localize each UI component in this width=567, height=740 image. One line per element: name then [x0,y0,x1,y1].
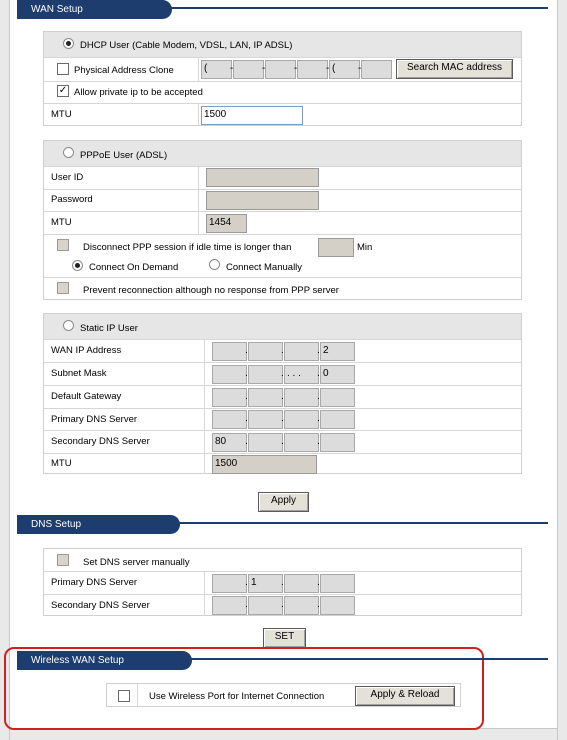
dhcp-mtu-label: MTU [51,109,72,120]
dns-secondary-row: Secondary DNS Server . . . [44,594,521,616]
mac-field-5[interactable]: ( [329,60,360,79]
pppoe-idle-row [44,234,521,278]
idle-time-unit: Min [357,242,373,253]
disconnect-idle-checkbox[interactable] [57,239,69,251]
static-ip-user-label: Static IP User [80,323,138,334]
pppoe-mtu-row [44,211,521,235]
dns-manual-label: Set DNS server manually [83,557,190,568]
dns-manual-checkbox[interactable] [57,554,69,566]
prevent-reconnection-row [44,277,521,300]
static-mtu-label: MTU [51,458,72,469]
static-ip-table [43,313,522,474]
static-primary-dns-octet-3[interactable] [284,410,319,429]
default-gateway-octet-4[interactable] [320,388,355,407]
static-secondary-dns-label: Secondary DNS Server [51,436,150,447]
dns-secondary-label: Secondary DNS Server [51,600,150,611]
mac-field-3[interactable] [265,60,296,79]
pppoe-mtu-label: MTU [51,217,72,228]
prevent-reconnection-checkbox[interactable] [57,282,69,294]
allow-private-ip-checkbox[interactable]: ✓ [58,85,68,96]
dhcp-user-radio[interactable] [63,38,74,49]
page-frame-left [0,0,10,740]
static-primary-dns-label: Primary DNS Server [51,414,138,425]
dns-secondary-octet-1[interactable] [212,596,247,615]
allow-private-ip-label: Allow private ip to be accepted [74,87,203,98]
dns-secondary-octet-2[interactable] [248,596,283,615]
default-gateway-octet-3[interactable] [284,388,319,407]
subnet-mask-octet-1[interactable] [212,365,247,384]
wireless-wan-header-line [185,658,548,660]
pppoe-user-label: PPPoE User (ADSL) [80,150,168,161]
use-wireless-port-checkbox[interactable] [118,690,130,702]
static-secondary-dns-octet-4[interactable] [320,433,355,452]
subnet-mask-octet-3[interactable]: . . . [284,365,319,384]
dhcp-header-row [44,32,521,58]
default-gateway-octet-2[interactable] [248,388,283,407]
physical-address-row: Physical Address Clone ( - - - - ( - Search MAC address [44,57,521,82]
pppoe-password-input[interactable] [206,191,319,210]
dns-table [43,548,522,616]
wan-ip-octet-4[interactable]: 2 [320,342,355,361]
dhcp-mtu-row [44,103,521,126]
mac-field-6[interactable] [361,60,392,79]
wan-ip-octet-3[interactable] [284,342,319,361]
wan-ip-row: WAN IP Address . . . 2 [44,339,521,363]
connect-on-demand-label: Connect On Demand [89,262,179,273]
dns-secondary-octet-4[interactable] [320,596,355,615]
pppoe-user-id-label: User ID [51,172,84,183]
static-primary-dns-octet-1[interactable] [212,410,247,429]
static-secondary-dns-row: Secondary DNS Server 80 . . . [44,430,521,454]
pppoe-user-id-input[interactable] [206,168,319,187]
dhcp-user-label: DHCP User (Cable Modem, VDSL, LAN, IP ADSL) [80,40,293,51]
connect-manually-radio[interactable] [209,259,220,270]
static-mtu-row [44,453,521,474]
mac-field-2[interactable] [233,60,264,79]
idle-time-input[interactable] [318,238,354,257]
dns-set-button[interactable]: SET [263,628,306,648]
physical-address-clone-checkbox[interactable] [57,63,69,75]
default-gateway-label: Default Gateway [51,391,122,402]
apply-reload-button[interactable]: Apply & Reload [355,686,455,706]
dns-primary-octet-1[interactable] [212,574,247,593]
subnet-mask-octet-2[interactable] [248,365,283,384]
dns-setup-header: DNS Setup [17,515,180,534]
dns-secondary-octet-3[interactable] [284,596,319,615]
wan-setup-header-line [165,7,548,9]
wan-ip-octet-2[interactable] [248,342,283,361]
pppoe-mtu-input[interactable]: 1454 [206,214,247,233]
dns-setup-header-line [170,522,548,524]
default-gateway-row: Default Gateway . . . [44,385,521,409]
static-ip-user-radio[interactable] [63,320,74,331]
use-wireless-port-label: Use Wireless Port for Internet Connection [149,691,325,702]
wan-ip-octet-1[interactable] [212,342,247,361]
connect-on-demand-radio[interactable] [72,260,83,271]
wan-apply-button[interactable]: Apply [258,492,309,512]
pppoe-user-radio[interactable] [63,147,74,158]
mac-field-4[interactable] [297,60,328,79]
wan-ip-label: WAN IP Address [51,345,122,356]
wireless-wan-table [106,683,461,707]
subnet-mask-label: Subnet Mask [51,368,107,379]
dns-primary-octet-3[interactable] [284,574,319,593]
prevent-reconnection-label: Prevent reconnection although no response from PPP server [83,285,339,296]
static-primary-dns-row: Primary DNS Server . . . [44,408,521,431]
dhcp-mtu-input[interactable]: 1500 [201,106,303,125]
static-mtu-input[interactable]: 1500 [212,455,317,474]
allow-private-ip-row [44,81,521,104]
subnet-mask-octet-4[interactable]: 0 [320,365,355,384]
wan-setup-header: WAN Setup [17,0,172,19]
static-primary-dns-octet-2[interactable] [248,410,283,429]
static-ip-header-row [44,314,521,340]
search-mac-address-button[interactable]: Search MAC address [396,59,513,79]
static-secondary-dns-octet-2[interactable] [248,433,283,452]
static-secondary-dns-octet-3[interactable] [284,433,319,452]
page-frame-right [557,0,567,740]
pppoe-password-label: Password [51,194,93,205]
dns-primary-row: Primary DNS Server . 1 . . [44,571,521,595]
physical-address-clone-label: Physical Address Clone [74,65,174,76]
subnet-mask-row: Subnet Mask . . . . . . 0 [44,362,521,386]
static-secondary-dns-octet-1[interactable]: 80 [212,433,247,452]
disconnect-idle-label: Disconnect PPP session if idle time is longer than [83,242,292,253]
mac-field-1[interactable]: ( [201,60,232,79]
wireless-wan-setup-header: Wireless WAN Setup [17,651,192,670]
dns-primary-octet-4[interactable] [320,574,355,593]
connect-manually-label: Connect Manually [226,262,303,273]
pppoe-user-id-row [44,166,521,190]
dns-manual-row [44,549,521,572]
static-primary-dns-octet-4[interactable] [320,410,355,429]
dhcp-table [43,31,522,126]
pppoe-header-row [44,141,521,167]
dns-primary-octet-2[interactable]: 1 [248,574,283,593]
default-gateway-octet-1[interactable] [212,388,247,407]
pppoe-password-row [44,189,521,212]
pppoe-table [43,140,522,300]
dns-primary-label: Primary DNS Server [51,577,138,588]
